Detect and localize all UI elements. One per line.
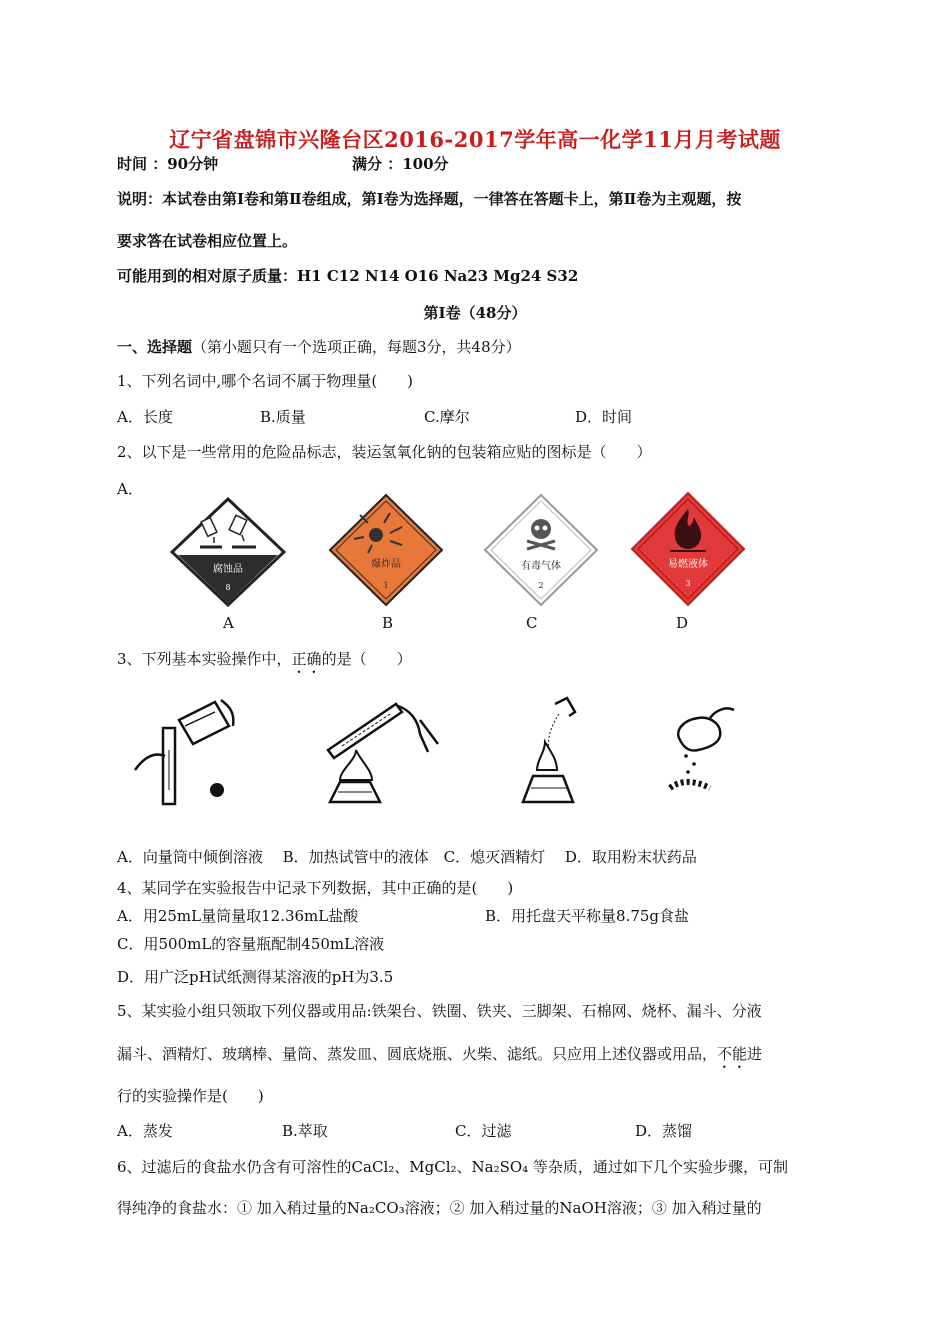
instructions-line-1: 说明：本试卷由第Ⅰ卷和第Ⅱ卷组成，第Ⅰ卷为选择题，一律答在答题卡上，第Ⅱ卷为主观题，按: [117, 190, 742, 208]
exam-time: 时间 ：90分钟: [117, 155, 219, 173]
instructions-line-2: 要求答在试卷相应位置上。: [117, 232, 298, 250]
q4-option-a: A．用25mL量筒量取12.36mL盐酸: [117, 907, 359, 925]
sign-d-text: 易燃液体: [668, 559, 708, 570]
q1-option-c: C.摩尔: [424, 408, 470, 426]
q2-stem: 2、以下是一些常用的危险品标志，装运氢氧化钠的包装箱应贴的图标是（ ）: [117, 443, 652, 461]
sign-c-number: 2: [538, 581, 544, 590]
hazard-sign-explosive: [328, 493, 444, 607]
q1-stem: 1、下列名词中,哪个名词不属于物理量( ): [117, 372, 414, 390]
sign-a-number: 8: [225, 583, 231, 592]
q6-line-2: 得纯净的食盐水：① 加入稍过量的Na₂CO₃溶液；② 加入稍过量的NaOH溶液；③ 加入稍过量的: [117, 1199, 762, 1217]
sign-d-number: 3: [685, 579, 691, 588]
powder-reagent-figure: [650, 700, 740, 810]
atomic-masses: 可能用到的相对原子质量：H1 C12 N14 O16 Na23 Mg24 S32: [117, 267, 579, 285]
q5-emphasis: 不能: [717, 1045, 748, 1063]
q5-line-1: 5、某实验小组只领取下列仪器或用品:铁架台、铁圈、铁夹、三脚架、石棉网、烧杯、漏斗、分液: [117, 1002, 762, 1020]
section-heading: 第Ⅰ卷（48分）: [423, 304, 527, 322]
sign-b-number: 1: [383, 581, 389, 590]
sign-c-text: 有毒气体: [521, 561, 561, 572]
q1-option-d: D．时间: [575, 408, 633, 426]
q1-option-a: A．长度: [117, 408, 173, 426]
hazard-sign-corrosive: [170, 497, 286, 607]
part-note: （第小题只有一个选项正确，每题3分，共48分）: [192, 338, 521, 356]
sign-b-text: 爆炸品: [371, 559, 401, 570]
q5-line-2-post: 进: [747, 1045, 763, 1063]
q4-stem: 4、某同学在实验报告中记录下列数据，其中正确的是( ): [117, 879, 514, 897]
q5-line-2-pre: 漏斗、酒精灯、玻璃棒、量筒、蒸发皿、圆底烧瓶、火柴、滤纸。只应用上述仪器或用品，: [117, 1045, 718, 1063]
q3-stem-post: 的是（ ）: [321, 650, 412, 668]
q3-stem-pre: 3、下列基本实验操作中，: [117, 650, 292, 668]
q3-stem-emphasis: 正确: [291, 650, 322, 668]
q2-label-b: B: [382, 614, 394, 632]
sign-a-text: 腐蚀品: [213, 564, 243, 575]
part-title: 一、选择题: [117, 338, 193, 356]
exam-score: 满分 ：100分: [352, 155, 449, 173]
q5-option-a: A．蒸发: [117, 1122, 173, 1140]
q5-line-2: [117, 1043, 762, 1072]
part-title-line: [117, 336, 521, 357]
q5-option-b: B.萃取: [282, 1122, 328, 1140]
q3-stem: [117, 648, 412, 677]
q2-label-a: A: [223, 614, 234, 632]
q1-option-b: B.质量: [260, 408, 306, 426]
q2-label-d: D: [676, 614, 689, 632]
q5-option-d: D．蒸馏: [635, 1122, 693, 1140]
q2-label-c: C: [526, 614, 538, 632]
heat-test-tube-figure: [320, 690, 445, 815]
pour-into-cylinder-figure: [125, 690, 245, 810]
q4-option-d: D．用广泛pH试纸测得某溶液的pH为3.5: [117, 968, 394, 986]
page-title: 辽宁省盘锦市兴隆台区2016-2017学年高一化学11月月考试题: [169, 127, 781, 152]
hazard-sign-toxic-gas: [483, 493, 599, 607]
extinguish-lamp-figure: [515, 690, 615, 815]
q5-line-3: 行的实验操作是( ): [117, 1087, 264, 1105]
hazard-sign-flammable-liquid: [630, 491, 746, 607]
q3-options: A．向量筒中倾倒溶液 B．加热试管中的液体 C．熄灭酒精灯 D．取用粉末状药品: [117, 848, 697, 866]
q4-option-c: C．用500mL的容量瓶配制450mL溶液: [117, 935, 385, 953]
q6-line-1: 6、过滤后的食盐水仍含有可溶性的CaCl₂、MgCl₂、Na₂SO₄ 等杂质，通过如下几个实验步骤，可制: [117, 1158, 788, 1176]
q2-prefix: A．: [117, 480, 143, 498]
q5-option-c: C．过滤: [455, 1122, 512, 1140]
q4-option-b: B．用托盘天平称量8.75g食盐: [485, 907, 690, 925]
flame-icon: [630, 491, 746, 607]
